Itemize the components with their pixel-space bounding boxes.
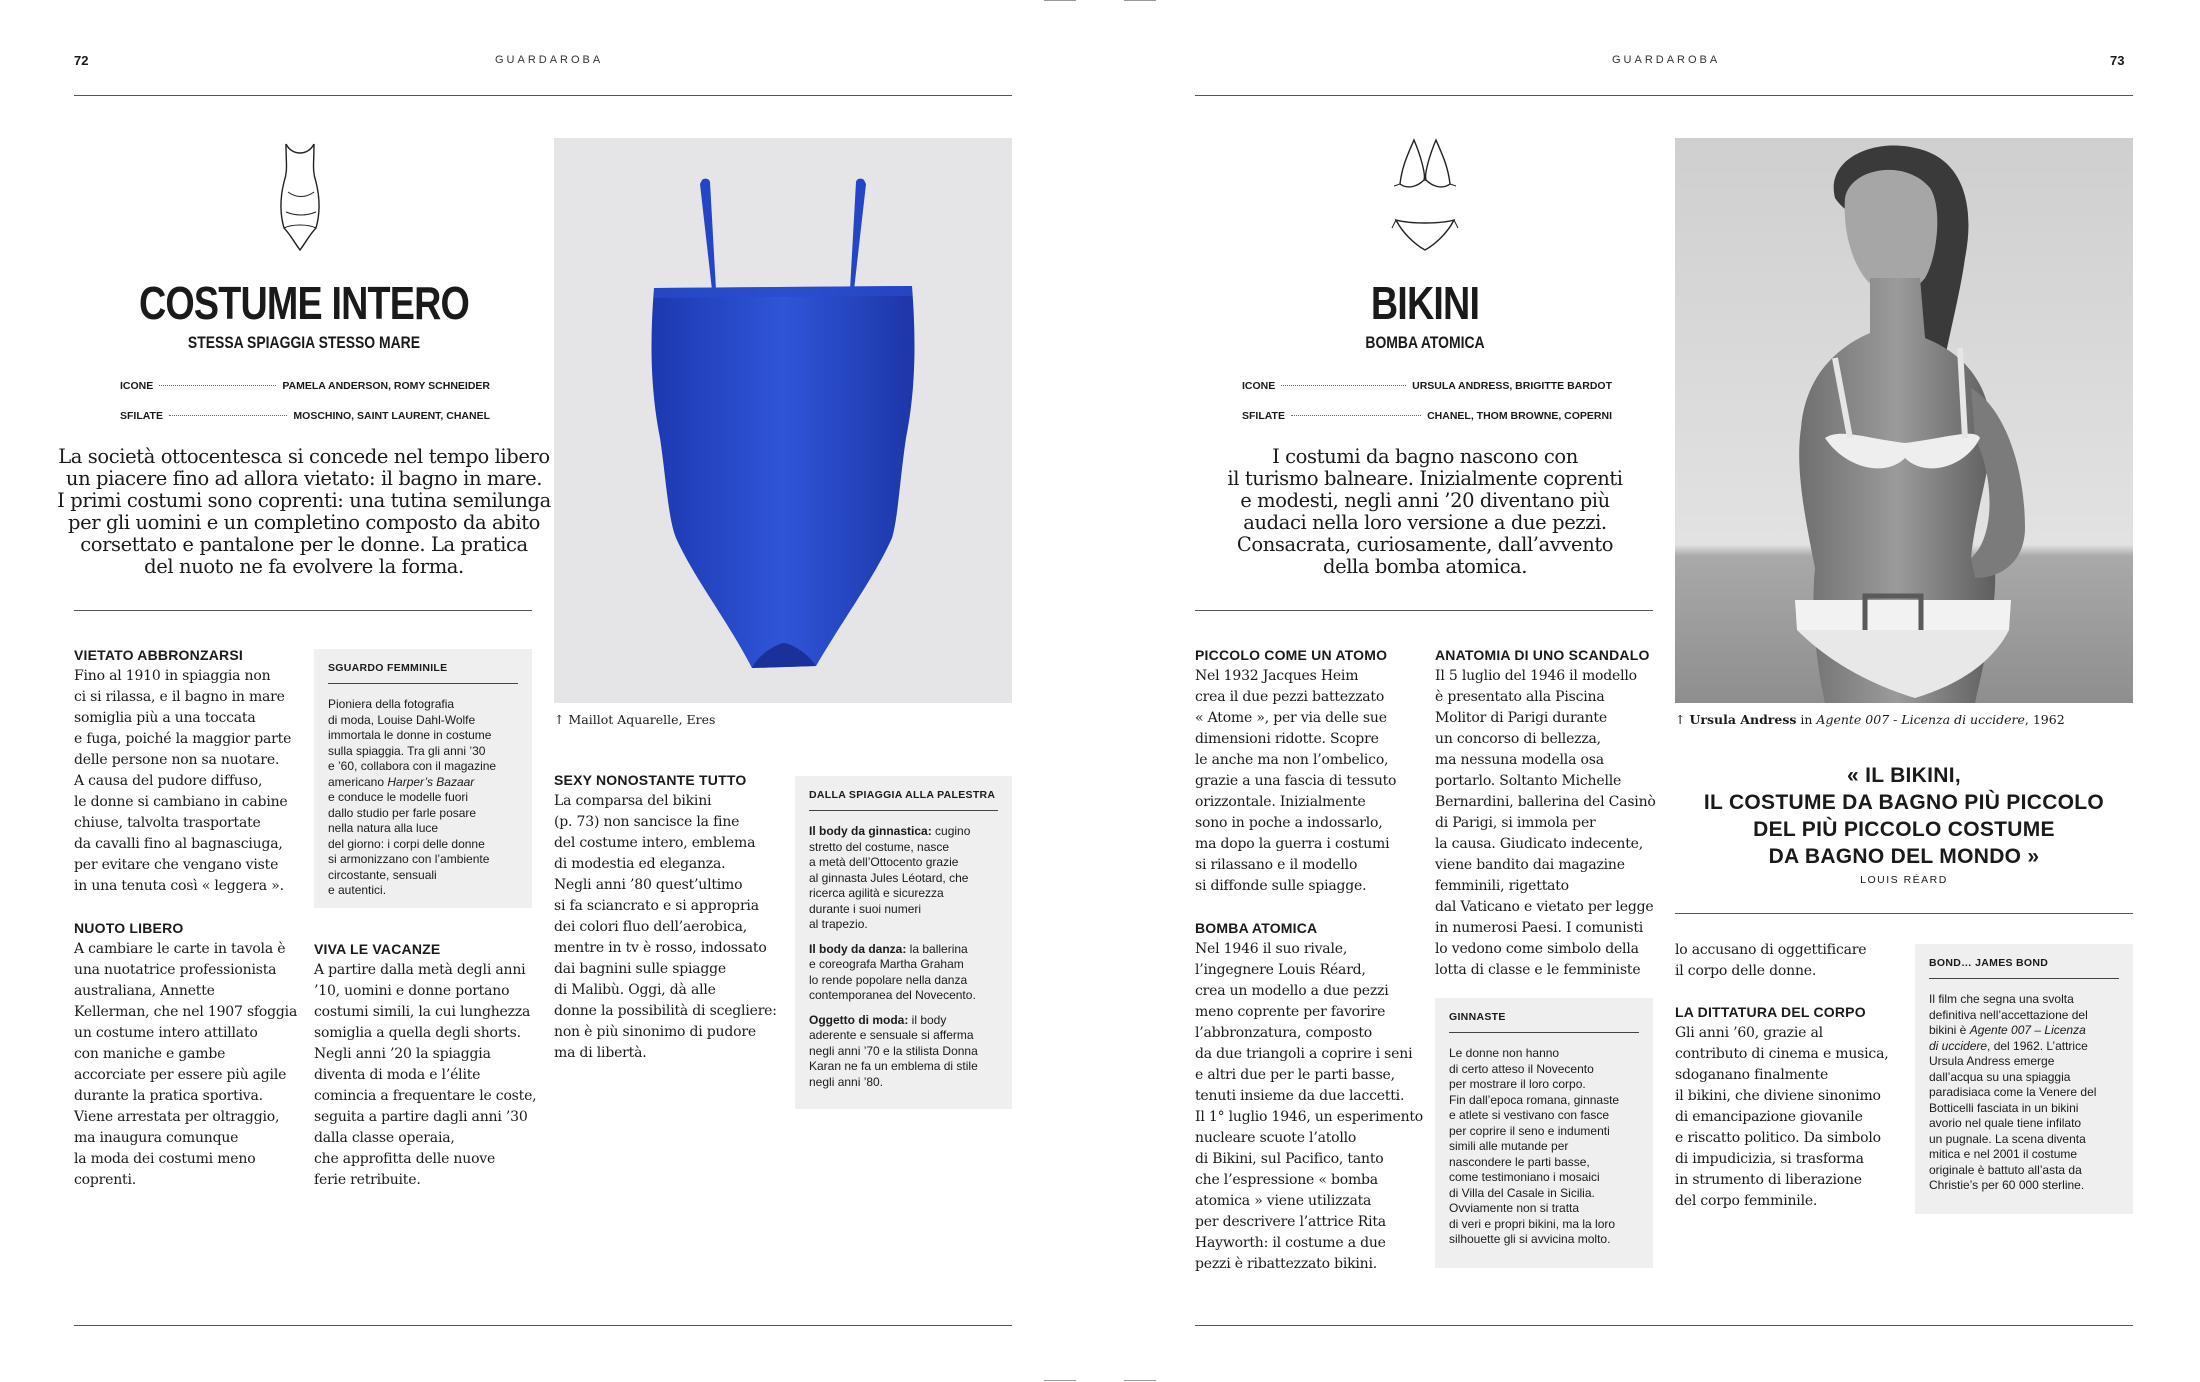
sidebar-box-ginnaste xyxy=(1435,998,1653,1268)
section-text: Il 5 luglio del 1946 il modello è presentato alla Piscina Molitor di Parigi durante un concorso di bellezza, ma nessuna modella osa portarlo. Soltanto Michelle Bernardini, ballerina del Casinò di Parigi, si immola per la causa. Giudicato indecente, viene bandito dai magazine femminili, rigettato dal Vaticano e vietato per legge in numerosi Paesi. I comunisti lo vedono come simbolo della lotta di classe e le femministe xyxy=(1435,668,1656,978)
running-head: GUARDAROBA xyxy=(495,54,604,66)
meta-label: SFILATE xyxy=(120,410,163,422)
bottom-rule xyxy=(1195,1325,2133,1326)
quote-author: LOUIS RÉARD xyxy=(1860,874,1948,886)
meta-icone xyxy=(120,380,490,392)
section-heading: VIETATO ABBRONZARSI xyxy=(74,647,243,663)
box-rule xyxy=(1449,1032,1639,1033)
meta-sfilate xyxy=(120,410,490,422)
box-title: BOND… JAMES BOND xyxy=(1929,957,2049,969)
section-text: La comparsa del bikini (p. 73) non sancisce la fine del costume intero, emblema di modestia ed eleganza. Negli anni ’80 quest’ultimo si fa sciancrato e si appropria dei colori fluo dell’aerobica, mentre in tv è rosso, indossato dai bagnini sulle spiagge di Malibù. Oggi, dà alle donne la possibilità di scegliere: non è più sinonimo di pudore ma di libertà. xyxy=(554,793,777,1061)
section-text: Gli anni ’60, grazie al contributo di cinema e musica, sdoganano finalmente il bikini, che diviene sinonimo di emancipazione giovanile e riscatto politico. Da simbolo di impudicizia, si trasforma in strumento di liberazione del corpo femminile. xyxy=(1675,1025,1889,1209)
meta-label: SFILATE xyxy=(1242,410,1285,422)
section-text: lo accusano di oggettificare il corpo delle donne. xyxy=(1675,942,1867,979)
section-heading: SEXY NONOSTANTE TUTTO xyxy=(554,772,747,788)
bikini-sketch-icon xyxy=(1390,136,1460,254)
crop-mark xyxy=(1044,0,1076,1)
meta-icone xyxy=(1242,380,1612,392)
top-rule xyxy=(1195,95,2133,96)
sidebar-box-bond xyxy=(1915,944,2133,1214)
box-item: Il body da ginnastica: cugino stretto del costume, nasce a metà dell’Ottocento grazie al ginnasta Jules Léotard, che ricerca agilità e sicurezza durante i suoi numeri al trapezio. xyxy=(809,824,971,931)
meta-value: MOSCHINO, SAINT LAURENT, CHANEL xyxy=(293,410,490,422)
meta-value: PAMELA ANDERSON, ROMY SCHNEIDER xyxy=(282,380,490,392)
section-text: Nel 1932 Jacques Heim crea il due pezzi battezzato « Atome », per via delle sue dimensioni ridotte. Scopre le anche ma non l’ombelico, grazie a una fascia di tessuto orizzontale. Inizialmente sono in poche a indossarlo, ma dopo la guerra i costumi si rilassano e il modello si diffonde sulle spiagge. xyxy=(1195,668,1397,894)
section-text: Fino al 1910 in spiaggia non ci si rilassa, e il bagno in mare somiglia più a una toccata e fuga, poiché la maggior parte delle persone non sa nuotare. A causa del pudore diffuso, le donne si cambiano in cabine chiuse, talvolta trasportate da cavalli fino al bagnasciuga, per evitare che vengano viste in una tenuta così « leggera ». xyxy=(74,668,292,894)
one-piece-swimsuit-sketch-icon xyxy=(270,142,330,254)
meta-value: URSULA ANDRESS, BRIGITTE BARDOT xyxy=(1412,380,1612,392)
bottom-rule xyxy=(74,1325,1012,1326)
box-text: Il film che segna una svolta definitiva nell’accettazione del bikini è Agente 007 – Licenza di uccidere, del 1962. L’attrice Ursula Andress emerge dall’acqua su una spiaggia paradisiaca come la Venere del Botticelli fasciata in un bikini avorio nel quale tiene infilato un pugnale. La scena diventa mitica e nel 2001 il costume originale è battuto all’asta da Christie’s per 60 000 sterline. xyxy=(1929,992,2097,1192)
meta-label: ICONE xyxy=(120,380,154,392)
meta-sfilate xyxy=(1242,410,1612,422)
section-heading: PICCOLO COME UN ATOMO xyxy=(1195,647,1388,663)
quote-rule xyxy=(1675,913,2133,914)
meta-label: ICONE xyxy=(1242,380,1276,392)
crop-mark xyxy=(1044,1380,1076,1381)
sidebar-box-sguardo xyxy=(314,649,532,908)
section-text: Nel 1946 il suo rivale, l’ingegnere Louis Réard, crea un modello a due pezzi meno coprente per favorire l’abbronzatura, composto da due triangoli a coprire i seni e altri due per le parti basse, tenuti insieme da due laccetti. Il 1° luglio 1946, un esperimento nucleare scuote l’atollo di Bikini, sul Pacifico, tanto che l’espressione « bomba atomica » viene utilizzata per descrivere l’attrice Rita Hayworth: il costume a due pezzi è ribattezzato bikini. xyxy=(1195,941,1424,1272)
blue-swimsuit-image xyxy=(554,138,1012,703)
bw-photo-image xyxy=(1675,138,2133,703)
page-number: 72 xyxy=(74,53,89,68)
page-subtitle: BOMBA ATOMICA xyxy=(1365,333,1485,352)
box-text: Pioniera della fotografia di moda, Louise Dahl-Wolfe immortala le donne in costume sulla spiaggia. Tra gli anni ’30 e ’60, collabora con il magazine americano Harper’s Bazaar e conduce le modelle fuori dallo studio per farle posare nella natura alla luce del giorno: i corpi delle donne si armonizzano con l’ambiente circostante, sensuali e autentici. xyxy=(328,697,497,897)
running-head: GUARDAROBA xyxy=(1612,54,1721,66)
arrow-up-icon: ↑ xyxy=(1675,712,1686,727)
box-rule xyxy=(809,810,998,811)
section-heading: VIVA LE VACANZE xyxy=(314,941,441,957)
page-title: COSTUME INTERO xyxy=(138,277,470,329)
box-title: SGUARDO FEMMINILE xyxy=(328,662,448,674)
box-text: Le donne non hanno di certo atteso il Novecento per mostrare il loro corpo. Fin dall’epoca romana, ginnaste e atlete si vestivano con fasce per coprire il seno e indumenti simili alle mutande per nascondere le parti basse, come testimoniano i mosaici di Villa del Casale in Sicilia. Ovviamente non si tratta di veri e propri bikini, ma la loro silhouette gli si avvicina molto. xyxy=(1449,1046,1620,1246)
arrow-up-icon: ↑ xyxy=(554,712,565,727)
crop-mark xyxy=(1124,0,1156,1)
box-item: Oggetto di moda: il body aderente e sensuale si afferma negli anni ’70 e la stilista Donna Karan ne fa un emblema di stile negli anni ’80. xyxy=(809,1012,978,1089)
page-subtitle: STESSA SPIAGGIA STESSO MARE xyxy=(187,333,421,352)
sidebar-box-palestra xyxy=(795,776,1012,1109)
section-heading: ANATOMIA DI UNO SCANDALO xyxy=(1435,647,1650,663)
page-title: BIKINI xyxy=(1370,277,1480,329)
pull-quote: « IL BIKINI, IL COSTUME DA BAGNO PIÙ PICCOLO DEL PIÙ PICCOLO COSTUME DA BAGNO DEL MONDO » xyxy=(1703,764,2105,868)
top-rule xyxy=(74,95,1012,96)
box-item: Il body da danza: la ballerina e coreografa Martha Graham lo rende popolare nella danza contemporanea del Novecento. xyxy=(809,941,976,1002)
section-rule xyxy=(74,610,532,611)
meta-value: CHANEL, THOM BROWNE, COPERNI xyxy=(1427,410,1612,422)
section-heading: LA DITTATURA DEL CORPO xyxy=(1675,1004,1866,1020)
box-title: DALLA SPIAGGIA ALLA PALESTRA xyxy=(809,789,996,801)
box-rule xyxy=(328,683,518,684)
section-text: A cambiare le carte in tavola è una nuotatrice professionista australiana, Annette Kellerman, che nel 1907 sfoggia un costume intero attillato con maniche e gambe accorciate per essere più agile durante la pratica sportiva. Viene arrestata per oltraggio, ma inaugura comunque la moda dei costumi meno coprenti. xyxy=(74,941,298,1188)
box-title: GINNASTE xyxy=(1449,1011,1506,1023)
section-heading: NUOTO LIBERO xyxy=(74,920,184,936)
section-text: A partire dalla metà degli anni ’10, uomini e donne portano costumi simili, la cui lunghezza somiglia a quella degli shorts. Negli anni ’20 la spiaggia diventa di moda e l’élite comincia a frequentare le coste, seguita a partire dagli anni ’30 dalla classe operaia, che approfitta delle nuove ferie retribuite. xyxy=(314,962,537,1188)
ursula-andress-photo xyxy=(1675,138,2133,703)
page-number: 73 xyxy=(2110,53,2125,68)
section-heading: BOMBA ATOMICA xyxy=(1195,920,1318,936)
swimsuit-photo xyxy=(554,138,1012,703)
photo-caption: ↑ Maillot Aquarelle, Eres xyxy=(554,712,716,727)
section-rule xyxy=(1195,610,1653,611)
box-rule xyxy=(1929,978,2119,979)
crop-mark xyxy=(1124,1380,1156,1381)
intro-paragraph: La società ottocentesca si concede nel tempo libero un piacere fino ad allora vietato: il bagno in mare. I primi costumi sono coprenti: una tutina semilunga per gli uomini e un completino composto da abito corsettato e pantalone per le donne. La pratica del nuoto ne fa evolvere la forma. xyxy=(57,445,551,578)
intro-paragraph: I costumi da bagno nascono con il turismo balneare. Inizialmente coprenti e modesti, negli anni ’20 diventano più audaci nella loro versione a due pezzi. Consacrata, curiosamente, dall’avvento della bomba atomica. xyxy=(1227,445,1623,578)
photo-caption: ↑ Ursula Andress in Agente 007 - Licenza di uccidere, 1962 xyxy=(1675,712,2065,727)
